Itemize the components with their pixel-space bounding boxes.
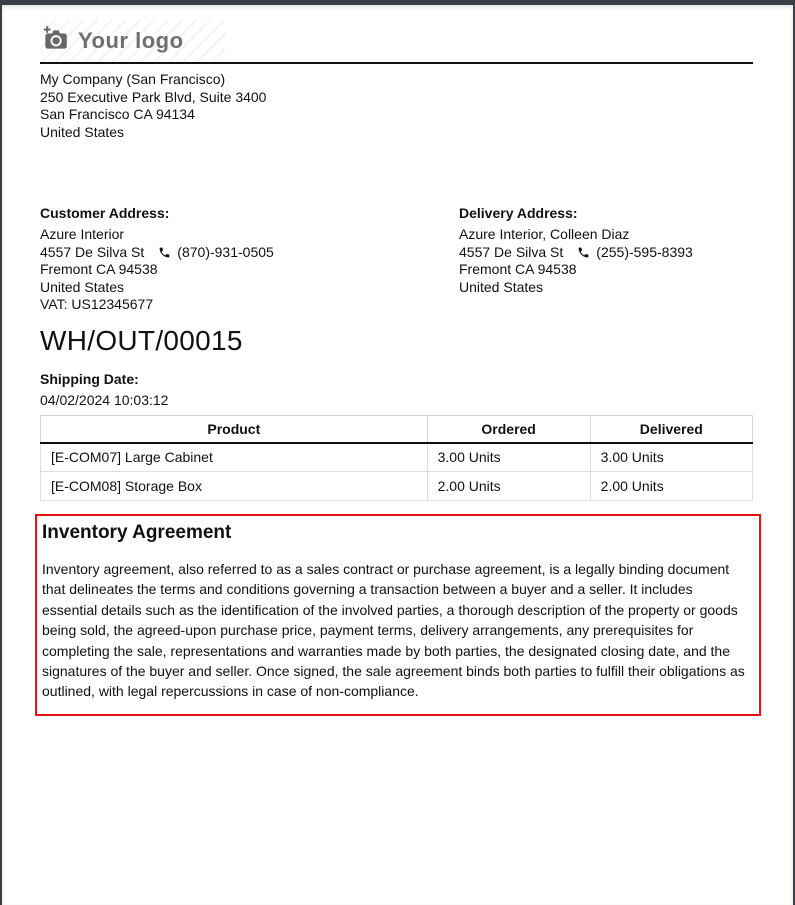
customer-country: United States	[40, 278, 125, 295]
customer-city: Fremont CA 94538	[40, 261, 158, 277]
product-table	[40, 415, 753, 502]
phone-icon	[158, 246, 171, 259]
inventory-agreement-heading: Inventory Agreement	[42, 522, 232, 543]
delivery-address	[459, 205, 753, 314]
shipping-date-label: Shipping Date:	[40, 370, 139, 387]
report-content	[2, 5, 793, 716]
table-row	[41, 472, 753, 501]
cell-ordered: 3.00 Units	[427, 443, 590, 472]
delivery-phone-number: (255)-595-8393	[596, 243, 693, 260]
camera-plus-icon	[42, 25, 69, 57]
delivery-city: Fremont CA 94538	[459, 261, 577, 277]
table-row	[41, 443, 753, 472]
delivery-street-line	[459, 244, 753, 262]
delivery-address-label: Delivery Address:	[459, 205, 578, 221]
customer-name: Azure Interior	[40, 226, 125, 242]
company-street: 250 Executive Park Blvd, Suite 3400	[40, 88, 267, 105]
company-country: United States	[40, 123, 125, 140]
company-name: My Company (San Francisco)	[40, 71, 226, 87]
column-header-product: Product	[41, 415, 428, 443]
cell-delivered: 3.00 Units	[590, 443, 752, 472]
cell-product: [E-COM08] Storage Box	[41, 472, 428, 501]
company-city: San Francisco CA 94134	[40, 106, 195, 122]
logo-text: Your logo	[78, 28, 184, 53]
report-header	[40, 20, 753, 141]
delivery-street: 4557 De Silva St	[459, 243, 564, 260]
shipping-date-block	[40, 371, 753, 408]
delivery-phone	[577, 244, 693, 262]
customer-street-line	[40, 244, 459, 262]
company-address	[40, 71, 753, 141]
document-title: WH/OUT/00015	[40, 324, 243, 356]
cell-product: [E-COM07] Large Cabinet	[41, 443, 428, 472]
customer-vat: VAT: US12345677	[40, 296, 154, 312]
shipping-date-value: 04/02/2024 10:03:12	[40, 391, 169, 408]
column-header-ordered: Ordered	[427, 415, 590, 443]
logo-placeholder	[40, 20, 226, 62]
addresses-section	[40, 205, 753, 314]
delivery-name: Azure Interior, Colleen Diaz	[459, 226, 630, 242]
header-divider	[40, 62, 753, 64]
phone-icon	[577, 246, 590, 259]
cell-delivered: 2.00 Units	[590, 472, 752, 501]
customer-street: 4557 De Silva St	[40, 243, 145, 260]
product-table-header	[41, 415, 753, 443]
cell-ordered: 2.00 Units	[427, 472, 590, 501]
customer-address-label: Customer Address:	[40, 205, 170, 221]
column-header-delivered: Delivered	[590, 415, 752, 443]
inventory-agreement-text: Inventory agreement, also referred to as a sales contract or purchase agreement, is a legally binding document that delineates the terms and conditions governing a transaction between a buyer and a seller. It includes essential details such as the identification of the involved parties, a thorough description of the property or goods being sold, the agreed-upon purchase price, payment terms, delivery arrangements, any prerequisites for completing the sale, representations and warranties made by both parties, the designated closing date, and the signatures of the buyer and seller. Once signed, the sale agreement binds both parties to fulfill their obligations as outlined, with legal repercussions in case of non-compliance.	[42, 561, 745, 700]
customer-phone	[158, 244, 274, 262]
customer-phone-number: (870)-931-0505	[177, 243, 274, 260]
inventory-agreement-box	[35, 514, 761, 716]
customer-address	[40, 205, 459, 314]
delivery-country: United States	[459, 278, 544, 295]
